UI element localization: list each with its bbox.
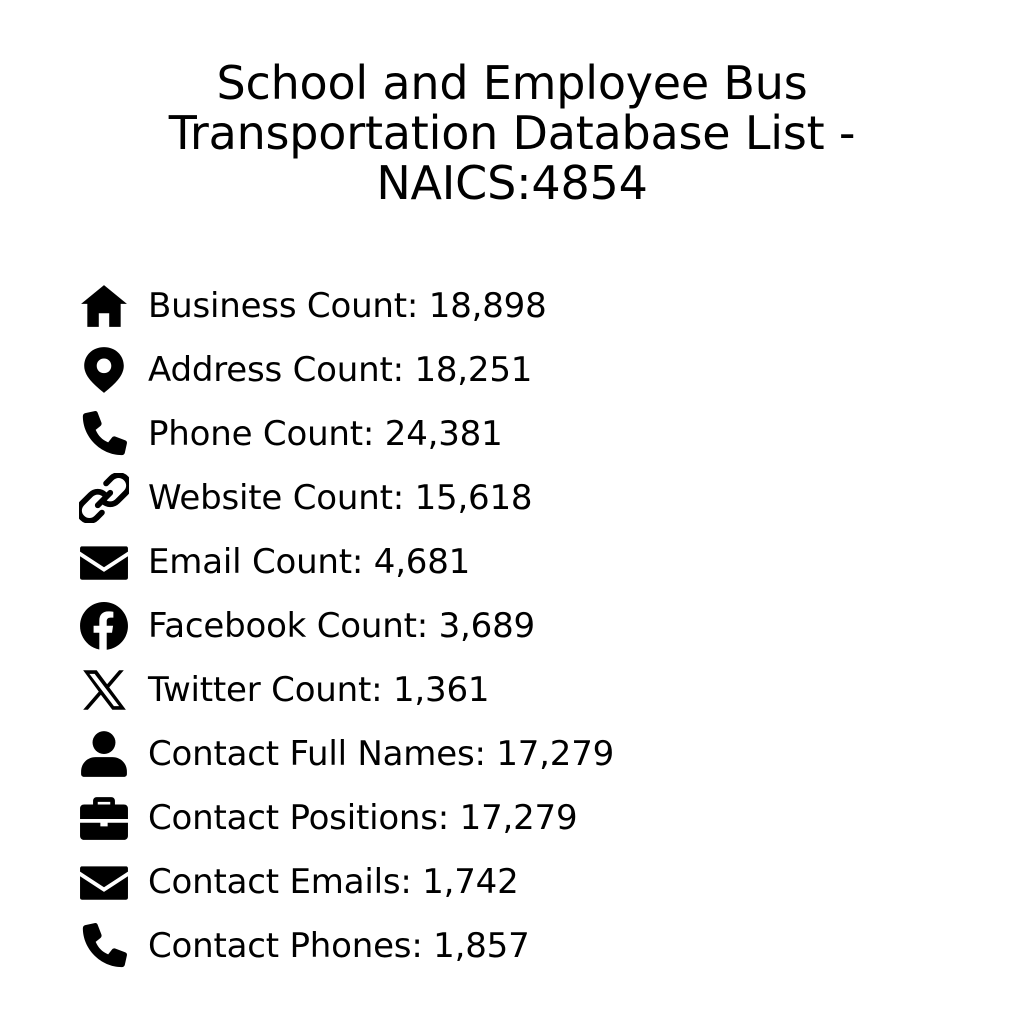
briefcase-icon bbox=[78, 792, 130, 844]
stat-contact-positions bbox=[78, 786, 614, 850]
stat-email-count bbox=[78, 530, 614, 594]
stat-twitter-count bbox=[78, 658, 614, 722]
stat-label: Phone Count: 24,381 bbox=[148, 414, 503, 454]
stat-label: Contact Phones: 1,857 bbox=[148, 926, 530, 966]
stat-label: Twitter Count: 1,361 bbox=[148, 670, 490, 710]
stat-label: Email Count: 4,681 bbox=[148, 542, 471, 582]
link-icon bbox=[78, 472, 130, 524]
x-twitter-icon bbox=[78, 664, 130, 716]
title-line-2: Transportation Database List - bbox=[168, 106, 856, 160]
stat-label: Contact Emails: 1,742 bbox=[148, 862, 519, 902]
stat-facebook-count bbox=[78, 594, 614, 658]
stat-contact-phones bbox=[78, 914, 614, 978]
envelope-icon bbox=[78, 536, 130, 588]
stat-label: Contact Full Names: 17,279 bbox=[148, 734, 615, 774]
stat-business-count bbox=[78, 274, 614, 338]
title-line-1: School and Employee Bus bbox=[216, 56, 808, 110]
stat-label: Address Count: 18,251 bbox=[148, 350, 533, 390]
facebook-icon bbox=[78, 600, 130, 652]
user-icon bbox=[78, 728, 130, 780]
stat-label: Website Count: 15,618 bbox=[148, 478, 533, 518]
stat-website-count bbox=[78, 466, 614, 530]
stat-label: Business Count: 18,898 bbox=[148, 286, 547, 326]
stats-list bbox=[78, 274, 614, 978]
envelope-icon bbox=[78, 856, 130, 908]
map-pin-icon bbox=[78, 344, 130, 396]
stat-label: Facebook Count: 3,689 bbox=[148, 606, 535, 646]
home-icon bbox=[78, 280, 130, 332]
stat-contact-emails bbox=[78, 850, 614, 914]
phone-icon bbox=[78, 920, 130, 972]
stat-contact-full-names bbox=[78, 722, 614, 786]
page-title bbox=[112, 58, 912, 208]
stat-phone-count bbox=[78, 402, 614, 466]
stat-label: Contact Positions: 17,279 bbox=[148, 798, 578, 838]
stat-address-count bbox=[78, 338, 614, 402]
title-line-3: NAICS:4854 bbox=[376, 156, 648, 210]
phone-icon bbox=[78, 408, 130, 460]
